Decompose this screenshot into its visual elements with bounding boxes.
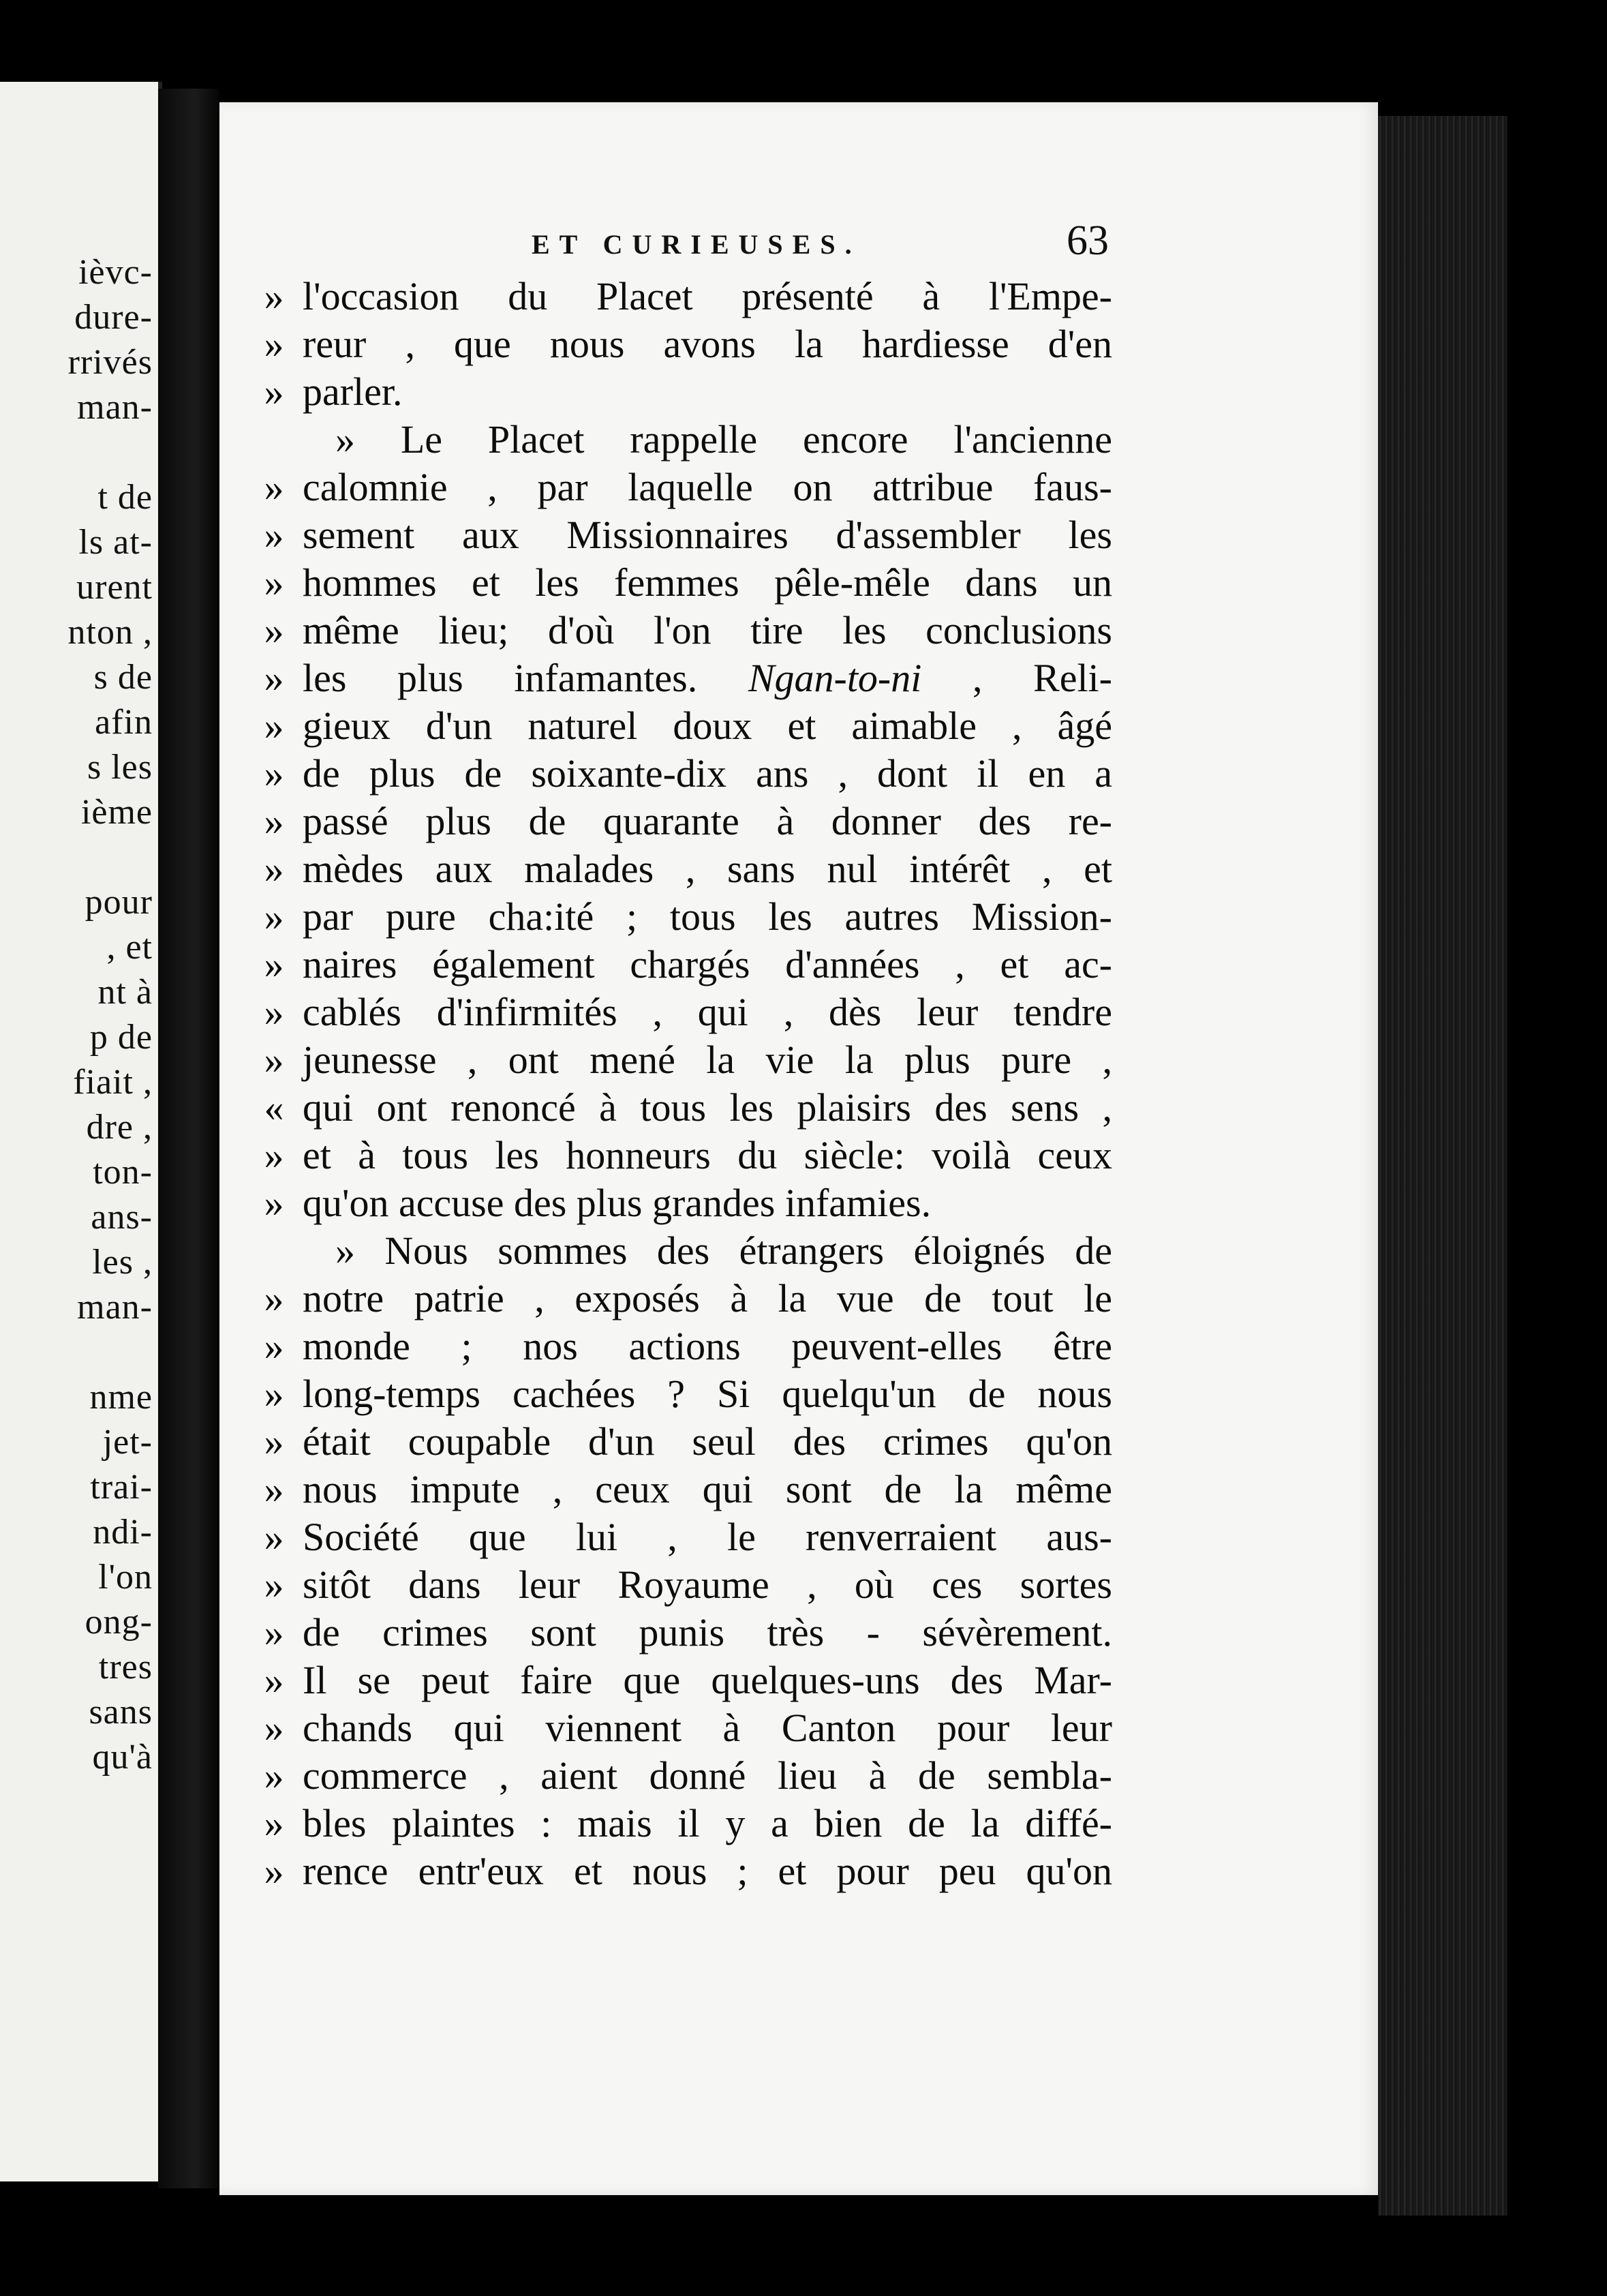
line-text: Société que lui , le renverraient aus- [303,1515,1112,1559]
book-gutter [158,89,219,2188]
text-line [254,798,1112,845]
text-line [254,1132,1112,1179]
quote-mark: » [264,1372,284,1416]
line-text: parler. [303,369,403,414]
line-text: naires également chargés d'années , et ac- [303,942,1112,986]
quote-mark: » [264,1133,284,1177]
line-text: cablés d'infirmités , qui , dès leur tendre [303,990,1112,1034]
left-page-line: ans- [91,1198,153,1237]
left-page-line: ièvc- [78,253,153,292]
left-page-line: t de [97,478,153,517]
line-text: bles plaintes : mais il y a bien de la diffé- [303,1801,1112,1845]
line-text-post: , Reli- [921,656,1112,700]
text-line [254,1657,1112,1704]
left-page-line: ndi- [93,1513,153,1552]
left-page-line: nt à [97,973,153,1012]
line-text: l'occasion du Placet présenté à l'Empe- [303,274,1112,318]
line-text: mèdes aux malades , sans nul intérêt , et [303,847,1112,891]
left-page-line: , et [106,928,153,967]
text-line [254,845,1112,893]
text-line [254,416,1112,464]
quote-mark: » [264,1419,284,1464]
line-text: chands qui viennent à Canton pour leur [303,1706,1112,1750]
text-line [254,511,1112,559]
quote-mark: » [264,942,284,986]
line-text: long-temps cachées ? Si quelqu'un de nous [303,1372,1112,1416]
quote-mark: » [264,1038,284,1082]
line-text: commerce , aient donné lieu à de sembla- [303,1753,1112,1798]
text-line [254,1609,1112,1657]
line-text: par pure cha:ité ; tous les autres Mission- [303,894,1112,939]
left-page-line: trai- [90,1468,153,1507]
text-line [254,654,1112,702]
italic-name: Ngan-to-ni [748,656,922,700]
left-page-line: ième [80,793,153,832]
left-page-line: urent [76,568,153,607]
left-page-line: afin [95,703,153,742]
text-line [254,941,1112,988]
text-line [254,1323,1112,1370]
text-line [254,273,1112,320]
line-text-pre: les plus infamantes. [303,656,748,700]
left-page-fragment [0,82,162,2181]
left-page-line: qu'à [92,1738,153,1777]
line-text: et à tous les honneurs du siècle: voilà ceux [303,1133,1112,1177]
text-line [254,988,1112,1036]
text-line [254,1752,1112,1800]
line-text: notre patrie , exposés à la vue de tout le [303,1276,1112,1320]
text-line [254,1704,1112,1752]
quote-mark: » [264,799,284,843]
quote-mark: » [264,369,284,414]
text-line [254,368,1112,416]
line-text: » Nous sommes des étrangers éloignés de [335,1228,1112,1273]
line-text: sitôt dans leur Royaume , où ces sortes [303,1562,1112,1607]
line-text: calomnie , par laquelle on attribue faus- [303,465,1112,509]
text-line [254,1561,1112,1609]
line-text: Il se peut faire que quelques-uns des Mar- [303,1658,1112,1702]
text-line [254,1513,1112,1561]
text-line [254,893,1112,941]
left-page-line: p de [89,1018,153,1057]
left-page-line: l'on [98,1558,153,1597]
text-line [254,1036,1112,1084]
quote-mark: » [264,1324,284,1368]
line-text: nous impute , ceux qui sont de la même [303,1467,1112,1511]
line-text: monde ; nos actions peuvent-elles être [303,1324,1112,1368]
quote-mark: » [264,656,284,700]
quote-mark: » [264,560,284,605]
left-page-line: sans [89,1693,153,1732]
quote-mark: » [264,1753,284,1798]
line-text: hommes et les femmes pêle-mêle dans un [303,560,1112,605]
text-line [254,1227,1112,1275]
line-text [303,654,1112,702]
quote-mark: » [264,1562,284,1607]
left-page-line: rrivés [67,343,153,382]
left-page-line: ls at- [78,523,153,562]
quote-mark: » [264,1849,284,1893]
left-page-line: ton- [93,1153,153,1192]
text-line [254,1179,1112,1227]
text-line [254,1847,1112,1895]
text-line [254,702,1112,750]
line-text: de crimes sont punis très - sévèrement. [303,1610,1112,1655]
quote-mark: » [264,894,284,939]
quote-mark: » [264,990,284,1034]
quote-mark: » [264,274,284,318]
text-line [254,1800,1112,1847]
quote-mark: » [264,1658,284,1702]
text-line [254,559,1112,607]
quote-mark: » [264,1276,284,1320]
quote-mark: » [264,1801,284,1845]
line-text: » Le Placet rappelle encore l'ancienne [335,417,1112,462]
line-text: qu'on accuse des plus grandes infamies. [303,1181,932,1225]
line-text: gieux d'un naturel doux et aimable , âgé [303,704,1112,748]
line-text: reur , que nous avons la hardiesse d'en [303,322,1112,366]
line-text: passé plus de quarante à donner des re- [303,799,1112,843]
quote-mark: » [264,1181,284,1225]
page-edges [1378,116,1507,2216]
left-page-line: dre , [86,1108,153,1147]
quote-mark: « [264,1085,284,1130]
quote-mark: » [264,1706,284,1750]
quote-mark: » [264,1467,284,1511]
quote-mark: » [264,1610,284,1655]
left-page-line: dure- [74,298,153,337]
quote-mark: » [264,751,284,796]
left-page-line: s les [87,748,153,787]
text-line [254,464,1112,511]
left-page-line: ong- [85,1603,153,1642]
quote-mark: » [264,608,284,652]
left-page-line: man- [77,1288,153,1327]
line-text: qui ont renoncé à tous les plaisirs des sens , [303,1085,1112,1130]
left-page-line: fiait , [73,1063,153,1102]
text-line [254,1418,1112,1466]
text-line [254,607,1112,654]
left-page-line: les , [92,1243,153,1282]
quote-mark: » [264,704,284,748]
page-number: 63 [1067,217,1109,264]
quote-mark: » [264,465,284,509]
line-text: même lieu; d'où l'on tire les conclusions [303,608,1112,652]
left-page-line: tres [98,1648,153,1687]
line-text: jeunesse , ont mené la vie la plus pure , [303,1038,1112,1082]
text-line [254,1084,1112,1132]
text-line [254,320,1112,368]
quote-mark: » [264,847,284,891]
left-page-line: s de [93,658,153,697]
line-text: sement aux Missionnaires d'assembler les [303,513,1112,557]
left-page-line: pour [85,883,153,922]
text-line [254,1275,1112,1323]
running-head: ET CURIEUSES. [532,229,861,260]
quote-mark: » [264,1515,284,1559]
text-line [254,750,1112,798]
left-page-line: nme [89,1378,153,1417]
line-text: rence entr'eux et nous ; et pour peu qu'on [303,1849,1112,1893]
body-text [254,273,1112,1895]
quote-mark: » [264,513,284,557]
left-page-line: jet- [102,1423,153,1462]
text-line [254,1466,1112,1513]
left-page-line: man- [77,388,153,427]
left-page-line: nton , [67,613,153,652]
text-line [254,1370,1112,1418]
quote-mark: » [264,322,284,366]
line-text: de plus de soixante-dix ans , dont il en a [303,751,1112,796]
line-text: était coupable d'un seul des crimes qu'on [303,1419,1112,1464]
